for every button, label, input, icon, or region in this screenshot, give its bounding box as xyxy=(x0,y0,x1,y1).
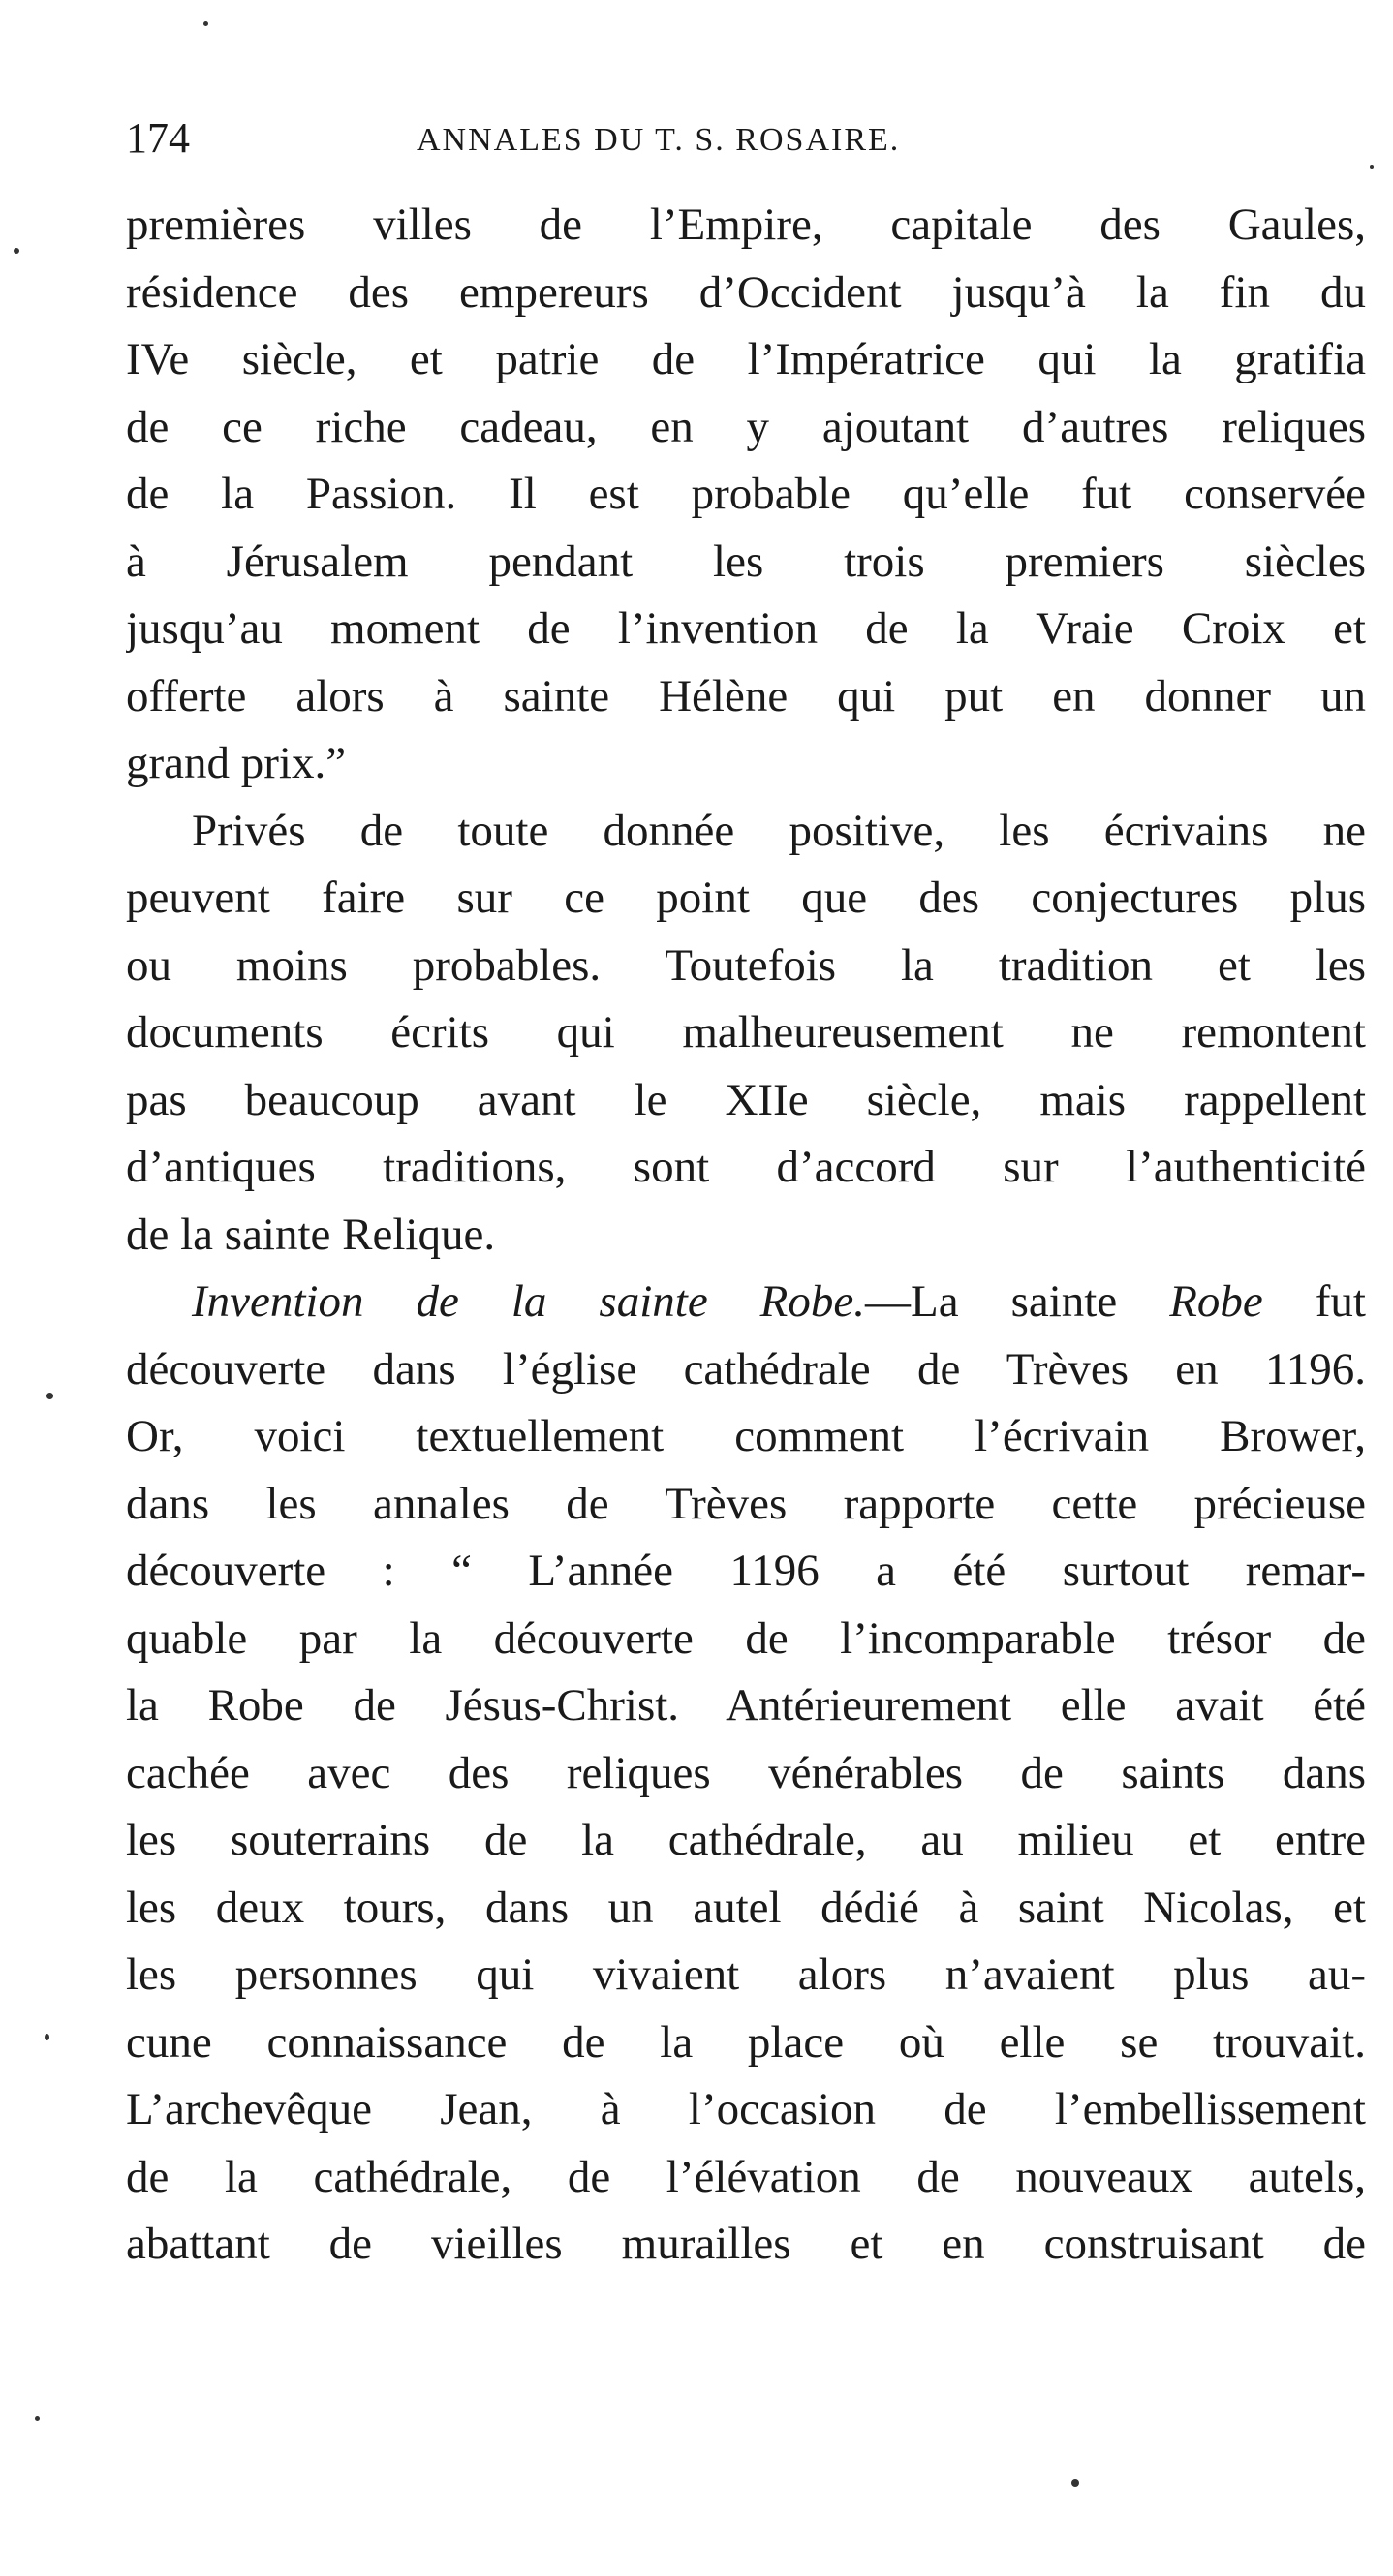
scan-speck xyxy=(1370,165,1374,169)
text-line: Or, voici textuellement comment l’écrivain Brower, xyxy=(126,1411,1366,1461)
text-line: pas beaucoup avant le XIIe siècle, mais rappellent xyxy=(126,1074,1366,1125)
scan-speck xyxy=(203,21,208,26)
text-line: IVe siècle, et patrie de l’Impératrice qui la gratifia xyxy=(126,334,1366,384)
text-line: grand prix.” xyxy=(126,738,347,788)
text-line: premières villes de l’Empire, capitale des Gaules, xyxy=(126,199,1366,250)
text-line: ou moins probables. Toutefois la tradition et les xyxy=(126,939,1366,991)
text-line: peuvent faire sur ce point que des conjectures plus xyxy=(126,873,1366,923)
scan-speck xyxy=(35,2416,40,2421)
text-line: découverte dans l’église cathédrale de Trèves en 1196. xyxy=(126,1343,1366,1395)
text-line: de ce riche cadeau, en y ajoutant d’autres reliques xyxy=(126,401,1366,452)
text-line: découverte : “ L’année 1196 a été surtout remar- xyxy=(126,1546,1366,1596)
section-heading-line xyxy=(126,1269,1366,1336)
running-title: ANNALES DU T. S. ROSAIRE. xyxy=(417,122,901,158)
scan-speck xyxy=(46,1393,53,1399)
text-line: Privés de toute donnée positive, les écrivains ne xyxy=(192,805,1366,856)
text-fragment-italic: Robe xyxy=(1169,1276,1263,1327)
text-line: L’archevêque Jean, à l’occasion de l’embellissement xyxy=(126,2084,1366,2134)
text-line: de la Passion. Il est probable qu’elle fut conservée xyxy=(126,469,1366,519)
text-line: les deux tours, dans un autel dédié à saint Nicolas, et xyxy=(126,1882,1366,1933)
scan-speck xyxy=(45,2034,49,2040)
text-line: résidence des empereurs d’Occident jusqu’à la fin du xyxy=(126,266,1366,318)
page-header xyxy=(126,107,1366,170)
text-line: documents écrits qui malheureusement ne remontent xyxy=(126,1007,1366,1058)
text-line: abattant de vieilles murailles et en construisant de xyxy=(126,2219,1366,2269)
text-line: de la cathédrale, de l’élévation de nouveaux autels, xyxy=(126,2151,1366,2202)
text-line: quable par la découverte de l’incomparable trésor de xyxy=(126,1612,1366,1664)
body-text xyxy=(126,192,1366,2279)
text-fragment: fut xyxy=(1262,1276,1366,1327)
text-line: les souterrains de la cathédrale, au milieu et entre xyxy=(126,1815,1366,1865)
paragraph-3 xyxy=(126,1269,1366,2279)
text-line: les personnes qui vivaient alors n’avaient plus au- xyxy=(126,1949,1366,2000)
text-line: dans les annales de Trèves rapporte cette précieuse xyxy=(126,1478,1366,1529)
book-page xyxy=(126,107,1366,2279)
text-line: jusqu’au moment de l’invention de la Vraie Croix et xyxy=(126,603,1366,654)
text-line: la Robe de Jésus-Christ. Antérieurement elle avait été xyxy=(126,1680,1366,1731)
text-fragment: —La sainte xyxy=(865,1276,1170,1327)
paragraph-1 xyxy=(126,192,1366,798)
text-line: à Jérusalem pendant les trois premiers siècles xyxy=(126,536,1366,587)
text-line: d’antiques traditions, sont d’accord sur l’authenticité xyxy=(126,1142,1366,1192)
text-line: cune connaissance de la place où elle se trouvait. xyxy=(126,2016,1366,2068)
scan-speck xyxy=(14,248,19,254)
text-line: de la sainte Relique. xyxy=(126,1209,496,1260)
section-heading: Invention de la sainte Robe. xyxy=(192,1276,865,1327)
scan-speck xyxy=(1071,2479,1079,2487)
page-number: 174 xyxy=(126,114,190,162)
text-line: cachée avec des reliques vénérables de saints dans xyxy=(126,1747,1366,1798)
paragraph-2 xyxy=(126,798,1366,1270)
text-line: offerte alors à sainte Hélène qui put en donner un xyxy=(126,670,1366,721)
